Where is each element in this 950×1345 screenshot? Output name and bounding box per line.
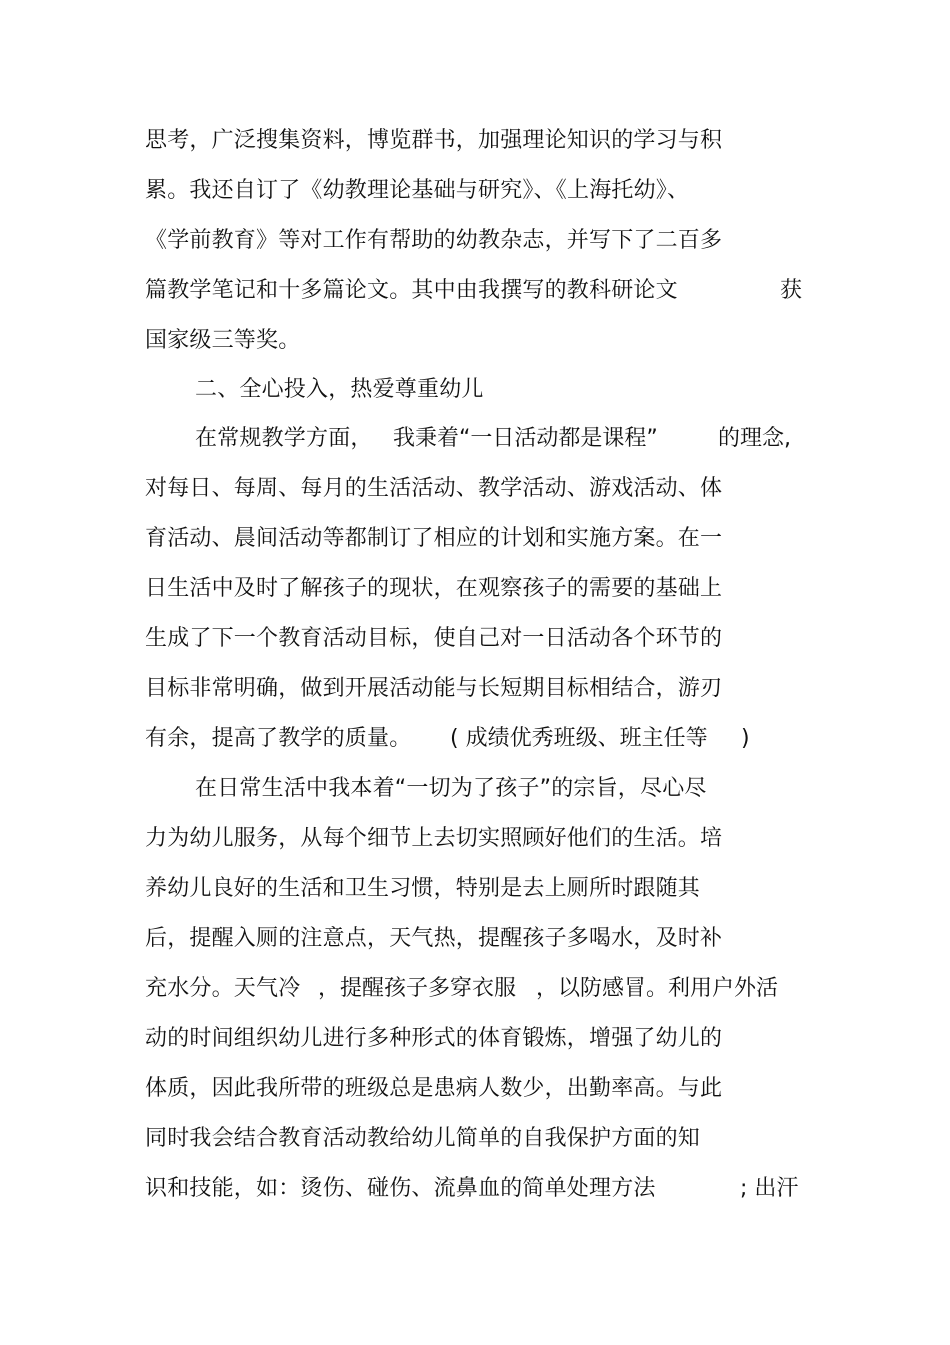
text-line-13-note: ( 成绩优秀班级、班主任等 — [450, 726, 708, 751]
text-line-19: 动的时间组织幼儿进行多种形式的体育锻炼，增强了幼儿的 — [145, 1026, 723, 1051]
text-line-17: 后，提醒入厕的注意点，天气热，提醒孩子多喝水，及时补 — [145, 926, 723, 951]
text-line-4-tail: 获 — [780, 278, 803, 303]
text-line-20: 体质，因此我所带的班级总是患病人数少，出勤率高。与此 — [145, 1076, 723, 1101]
text-line-12: 目标非常明确，做到开展活动能与长短期目标相结合，游刃 — [145, 676, 723, 701]
text-line-9: 育活动、晨间活动等都制订了相应的计划和实施方案。在一 — [145, 526, 723, 551]
text-line-8: 对每日、每周、每月的生活活动、教学活动、游戏活动、体 — [145, 476, 723, 501]
text-line-7-tail: 的理念, — [718, 426, 791, 451]
text-line-16: 养幼儿良好的生活和卫生习惯，特别是去上厕所时跟随其 — [145, 876, 701, 901]
text-line-13-note-close: ) — [741, 726, 750, 751]
text-line-3: 《学前教育》等对工作有帮助的幼教杂志，并写下了二百多 — [145, 228, 723, 253]
text-line-7: 在常规教学方面， — [195, 426, 373, 451]
text-line-14: 在日常生活中我本着“一切为了孩子”的宗旨，尽心尽 — [195, 776, 707, 801]
text-line-1: 思考，广泛搜集资料，博览群书，加强理论知识的学习与积 — [145, 128, 723, 153]
text-line-11: 生成了下一个教育活动目标，使自己对一日活动各个环节的 — [145, 626, 723, 651]
text-line-18-part3: ，以防感冒。利用户外活 — [536, 976, 779, 1001]
text-line-2: 累。我还自订了《幼教理论基础与研究》、《上海托幼》、 — [145, 178, 690, 203]
section-heading: 二、全心投入，热爱尊重幼儿 — [195, 377, 484, 402]
text-line-22: 识和技能，如：烫伤、碰伤、流鼻血的简单处理方法 — [145, 1176, 656, 1201]
text-line-21: 同时我会结合教育活动教给幼儿简单的自我保护方面的知 — [145, 1126, 701, 1151]
text-line-7-quote: 我秉着“一日活动都是课程” — [393, 426, 658, 451]
text-line-15: 力为幼儿服务，从每个细节上去切实照顾好他们的生活。培 — [145, 826, 723, 851]
text-line-4: 篇教学笔记和十多篇论文。其中由我撰写的教科研论文 — [145, 278, 678, 303]
text-line-18: 充水分。天气冷 — [145, 976, 301, 1001]
text-line-18-part2: ，提醒孩子多穿衣服 — [318, 976, 517, 1001]
text-line-5: 国家级三等奖。 — [145, 328, 301, 353]
text-line-13: 有余，提高了教学的质量。 — [145, 726, 412, 751]
text-line-10: 日生活中及时了解孩子的现状，在观察孩子的需要的基础上 — [145, 576, 723, 601]
text-line-22-tail: ; 出汗 — [740, 1176, 799, 1201]
